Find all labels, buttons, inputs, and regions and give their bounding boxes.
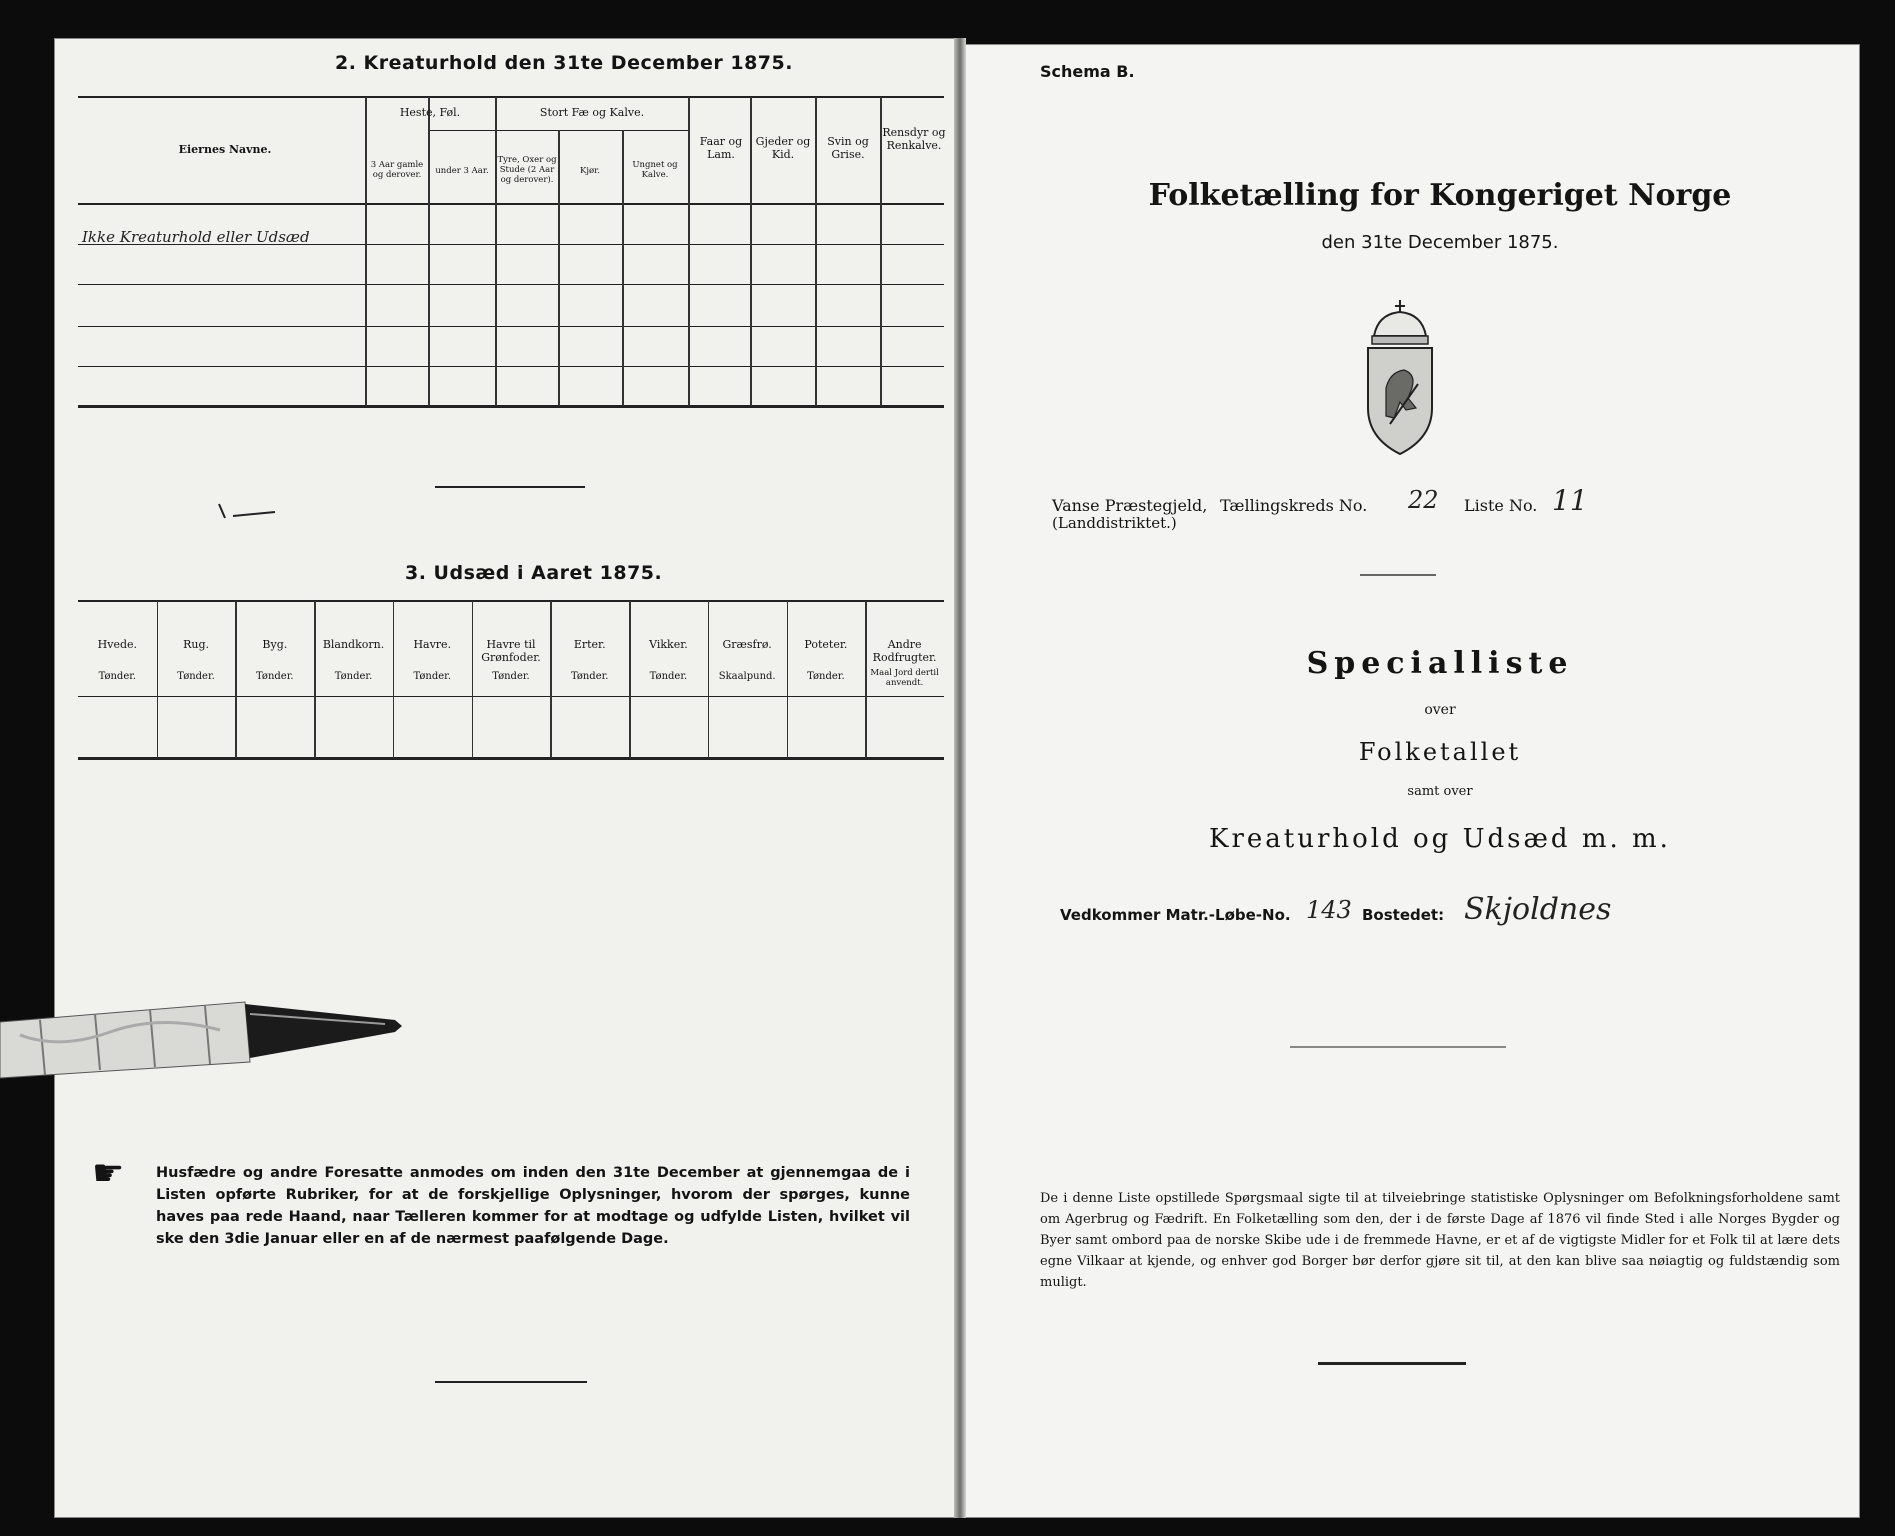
separator-line [1290,1046,1506,1048]
specialliste-title: Specialliste [1306,646,1574,681]
udsaed-col-unit: Maal Jord dertil anvendt. [870,668,939,688]
table-rule [496,130,688,131]
pencil-mark [215,500,285,530]
sub-heste-2: under 3 Aar. [435,166,489,176]
instructions-note: Husfædre og andre Foresatte anmodes om inden den 31te December at gjennemgaa de i Listen opførte Rubriker, for at de forskjellige Oplysninger, hvorom der spørges, kunne haves paa rede Haand, naar Tælleren kommer for at modtage og udfylde Listen, hvilket vil ske den 3die Januar eller en af de nærmest paafølgende Dage. [156,1165,910,1247]
table-rule [78,600,944,602]
table-rule [78,757,944,760]
district-label: (Landdistriktet.) [1052,514,1177,532]
matr-value: 143 [1306,896,1352,924]
handwritten-entry: Ikke Kreaturhold eller Udsæd [82,228,310,246]
separator-line [435,486,585,488]
udsaed-col-unit: Tønder. [649,671,688,682]
table-rule [78,696,944,697]
col-rensdyr-header: Rensdyr og Renkalve. [882,126,946,152]
udsaed-col-name: Havre til Grønfoder. [481,638,541,664]
udsaed-col-unit: Skaalpund. [718,671,776,682]
left-page [54,38,960,1518]
table-rule [365,97,367,406]
udsaed-col-name: Vikker. [649,638,688,651]
coat-of-arms-image [1360,298,1440,458]
udsaed-col-unit: Tønder. [413,671,452,682]
pointing-hand-icon: ☛ [92,1153,125,1194]
table-rule [688,97,690,406]
udsaed-col-name: Poteter. [804,638,848,651]
col-faar-header: Faar og Lam. [699,135,743,161]
udsaed-col-name: Blandkorn. [322,638,385,651]
kreds-value: 22 [1408,486,1439,514]
over-label: over [1424,702,1456,718]
udsaed-col-unit: Tønder. [177,671,215,682]
intro-paragraph: De i denne Liste opstillede Spørgsmaal sigte til at tilveiebringe statistiske Oplysninger om Befolkningsforholdene samt om Agerbrug og Fædrift. En Folketælling som den, der i de første Dage af 1876 vil finde Sted i alle Norges Bygder og Byer samt ombord paa de norske Skibe ude i de fremmede Havne, er et af de vigtigste Midler for et Folk til at lære dets egne Vilkaar at kjende, og enhver god Borger bør derfor gjøre sit til, at den kan blive saa nøiagtig og fuldstændig som muligt. [1040,1191,1840,1290]
table-rule [428,130,496,131]
separator-line [1318,1362,1466,1365]
kreds-label: Tællingskreds No. [1220,496,1368,515]
bostedet-label: Bostedet: [1362,906,1445,924]
udsaed-title: 3. Udsæd i Aaret 1875. [405,562,663,584]
sub-heste-1: 3 Aar gamle og derover. [370,160,424,180]
samt-over-label: samt over [1407,784,1473,799]
sub-stort-3: Ungnet og Kalve. [632,160,678,180]
separator-line [435,1381,587,1383]
udsaed-col-unit: Tønder. [334,671,373,682]
sub-stort-2: Kjør. [580,166,600,176]
parish-label: Vanse Præstegjeld, [1052,496,1208,515]
udsaed-col-name: Andre Rodfrugter. [872,638,937,664]
udsaed-col-name: Rug. [183,638,210,651]
udsaed-col-name: Erter. [573,638,606,651]
col-owner-header: Eiernes Navne. [178,143,272,156]
udsaed-col-unit: Tønder. [570,671,609,682]
table-rule [428,97,430,406]
kreaturhold-udsaed-label: Kreaturhold og Udsæd m. m. [1209,824,1671,854]
col-svin-header: Svin og Grise. [827,135,869,161]
separator-line [1360,574,1436,576]
pen-image [0,1000,410,1080]
census-date: den 31te December 1875. [1321,232,1559,253]
page-fold [954,38,966,1518]
matr-label: Vedkommer Matr.-Løbe-No. [1060,906,1291,924]
schema-label: Schema B. [1040,62,1135,81]
col-gjeder-header: Gjeder og Kid. [755,135,811,161]
udsaed-col-unit: Tønder. [98,671,137,682]
group-stort-header: Stort Fæ og Kalve. [539,106,645,119]
census-title: Folketælling for Kongeriget Norge [1148,178,1732,213]
liste-value: 11 [1552,484,1588,517]
kreaturhold-title: 2. Kreaturhold den 31te December 1875. [335,52,793,74]
udsaed-col-unit: Tønder. [256,671,294,682]
table-rule [495,97,497,406]
udsaed-col-name: Hvede. [97,638,138,651]
liste-label: Liste No. [1464,496,1538,515]
udsaed-col-unit: Tønder. [492,671,530,682]
udsaed-col-name: Havre. [413,638,452,651]
sub-stort-1: Tyre, Oxer og Stude (2 Aar og derover). [497,155,557,185]
udsaed-col-name: Byg. [262,638,288,651]
group-heste-header: Heste, Føl. [399,106,461,119]
right-page [960,44,1860,1518]
udsaed-col-name: Græsfrø. [722,638,772,651]
udsaed-col-unit: Tønder. [807,671,845,682]
folketallet-label: Folketallet [1358,738,1522,766]
bostedet-value: Skjoldnes [1464,892,1612,927]
